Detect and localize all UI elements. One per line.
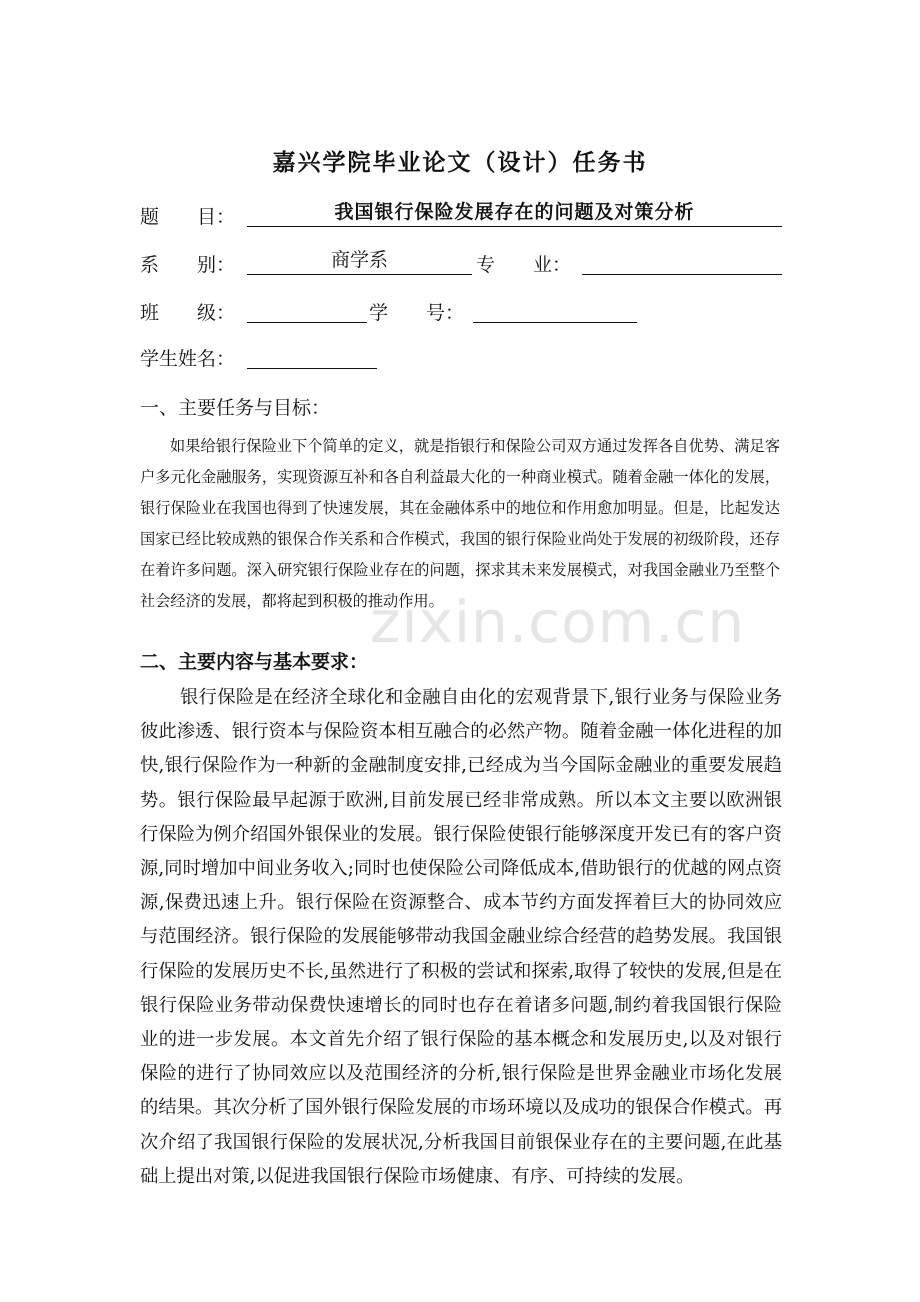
student-name-label: 学生姓名：	[140, 348, 236, 370]
topic-row	[140, 198, 782, 232]
section1-body: 如果给银行保险业下个简单的定义，就是指银行和保险公司双方通过发挥各自优势、满足客户多元化金融服务，实现资源互补和各自利益最大化的一种商业模式。随着金融一体化的发展，银行保险业在我国也得到了快速发展，其在金融体系中的地位和作用愈加明显。但是，比起发达国家已经比较成熟的银保合作关系和合作模式，我国的银行保险业尚处于发展的初级阶段，还存在着许多问题。深入研究银行保险业存在的问题，探求其未来发展模式，对我国金融业乃至整个社会经济的发展，都将起到积极的推动作用。	[140, 437, 780, 610]
student-name-field[interactable]	[247, 340, 377, 369]
student-id-label: 学 号：	[369, 302, 465, 324]
class-label: 班 级：	[140, 302, 236, 324]
department-row	[140, 246, 782, 280]
student-id-field[interactable]	[473, 294, 637, 323]
class-row	[140, 294, 782, 328]
department-label: 系 别：	[140, 254, 236, 276]
topic-field[interactable]: 我国银行保险发展存在的问题及对策分析	[247, 198, 782, 227]
section2-heading: 二、主要内容与基本要求：	[140, 651, 369, 673]
document-title: 嘉兴学院毕业论文（设计）任务书	[272, 149, 648, 176]
department-field[interactable]: 商学系	[247, 246, 472, 275]
section2-body: 银行保险是在经济全球化和金融自由化的宏观背景下,银行业务与保险业务彼此渗透、银行资本与保险资本相互融合的必然产物。随着金融一体化进程的加快,银行保险作为一种新的金融制度安排,已经成为当今国际金融业的重要发展趋势。银行保险最早起源于欧洲,目前发展已经非常成熟。所以本文主要以欧洲银行保险为例介绍国外银保业的发展。银行保险使银行能够深度开发已有的客户资源,同时增加中间业务收入;同时也使保险公司降低成本,借助银行的优越的网点资源,保费迅速上升。银行保险在资源整合、成本节约方面发挥着巨大的协同效应与范围经济。银行保险的发展能够带动我国金融业综合经营的趋势发展。我国银行保险的发展历史不长,虽然进行了积极的尝试和探索,取得了较快的发展,但是在银行保险业务带动保费快速增长的同时也存在着诸多问题,制约着我国银行保险业的进一步发展。本文首先介绍了银行保险的基本概念和发展历史,以及对银行保险的进行了协同效应以及范围经济的分析,银行保险是世界金融业市场化发展的结果。其次分析了国外银行保险发展的市场环境以及成功的银保合作模式。再次介绍了我国银行保险的发展状况,分析我国目前银保业存在的主要问题,在此基础上提出对策,以促进我国银行保险市场健康、有序、可持续的发展。	[140, 687, 782, 1187]
class-field[interactable]	[247, 294, 367, 323]
section1-heading: 一、主要任务与目标：	[140, 397, 331, 419]
major-field[interactable]	[582, 246, 782, 275]
major-label: 专 业：	[476, 254, 572, 276]
watermark: zixin.com.cn	[370, 588, 746, 656]
topic-label: 题 目：	[140, 206, 236, 228]
student-name-row	[140, 340, 782, 374]
